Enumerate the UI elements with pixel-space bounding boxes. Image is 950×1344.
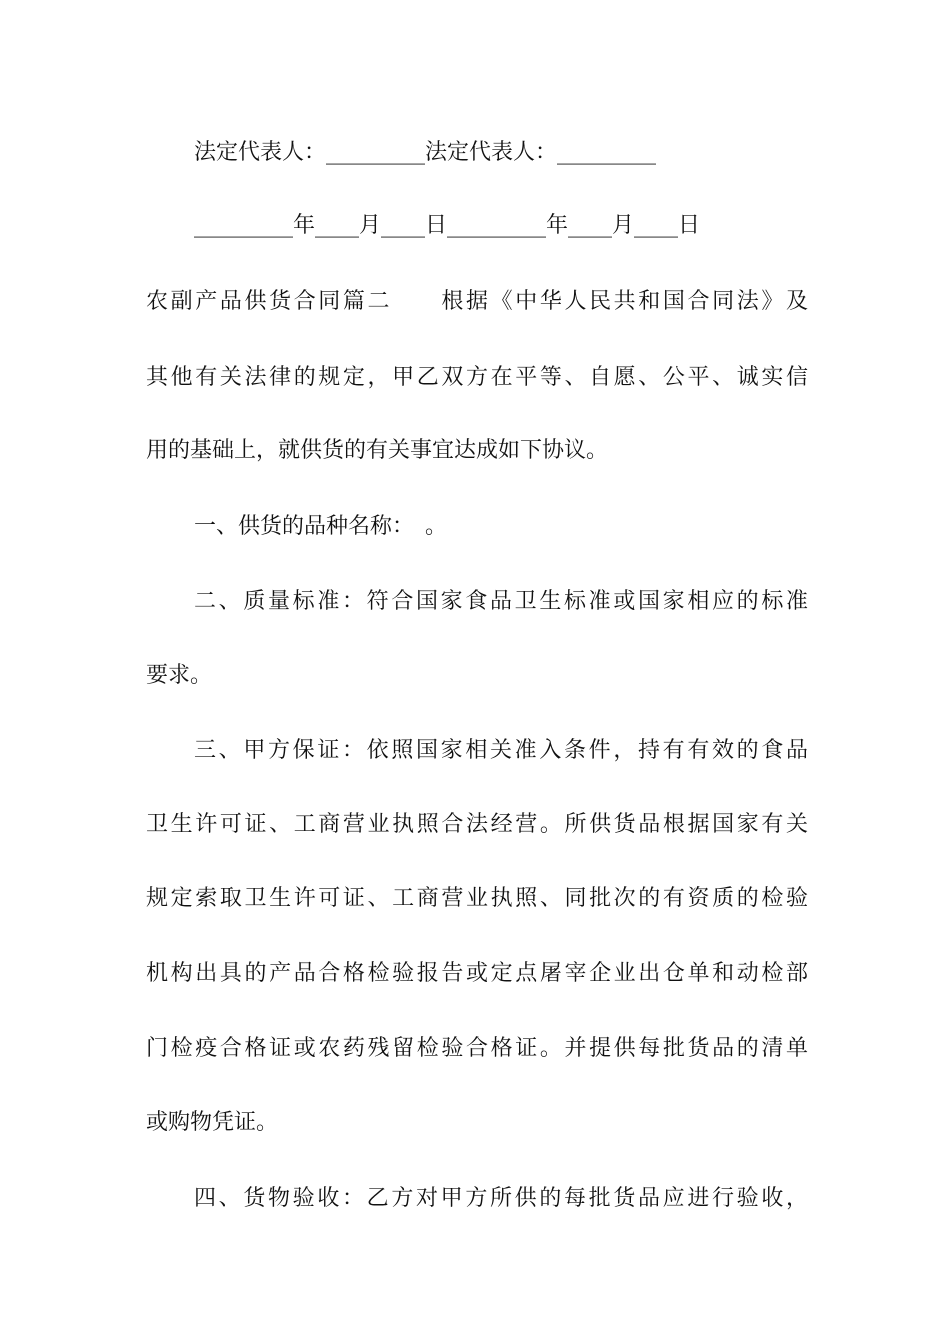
paragraph-line: 或购物凭证。 bbox=[146, 1110, 279, 1135]
paragraph-line: 规定索取卫生许可证、工商营业执照、同批次的有资质的检验 bbox=[146, 886, 808, 911]
paragraph-line: 门检疫合格证或农药残留检验合格证。并提供每批货品的清单 bbox=[146, 1036, 808, 1061]
paragraph-line: 其他有关法律的规定，甲乙双方在平等、自愿、公平、诚实信 bbox=[146, 365, 808, 390]
signature-line: 法定代表人：_________法定代表人：_________ bbox=[194, 140, 657, 165]
paragraph-line: 农副产品供货合同篇二 根据《中华人民共和国合同法》及 bbox=[146, 289, 808, 314]
clause-two-line: 二、质量标准：符合国家食品卫生标准或国家相应的标准 bbox=[194, 589, 808, 614]
date-line: _________年____月____日_________年____月____日 bbox=[194, 213, 701, 238]
clause-one-line: 一、供货的品种名称： 。 bbox=[194, 514, 448, 539]
paragraph-line: 机构出具的产品合格检验报告或定点屠宰企业出仓单和动检部 bbox=[146, 961, 808, 986]
paragraph-line: 卫生许可证、工商营业执照合法经营。所供货品根据国家有关 bbox=[146, 812, 808, 837]
paragraph-line: 要求。 bbox=[146, 663, 213, 688]
paragraph-line: 用的基础上，就供货的有关事宜达成如下协议。 bbox=[146, 438, 609, 463]
clause-four-line: 四、货物验收：乙方对甲方所供的每批货品应进行验收， bbox=[194, 1186, 808, 1211]
clause-three-line: 三、甲方保证：依照国家相关准入条件，持有有效的食品 bbox=[194, 738, 808, 763]
